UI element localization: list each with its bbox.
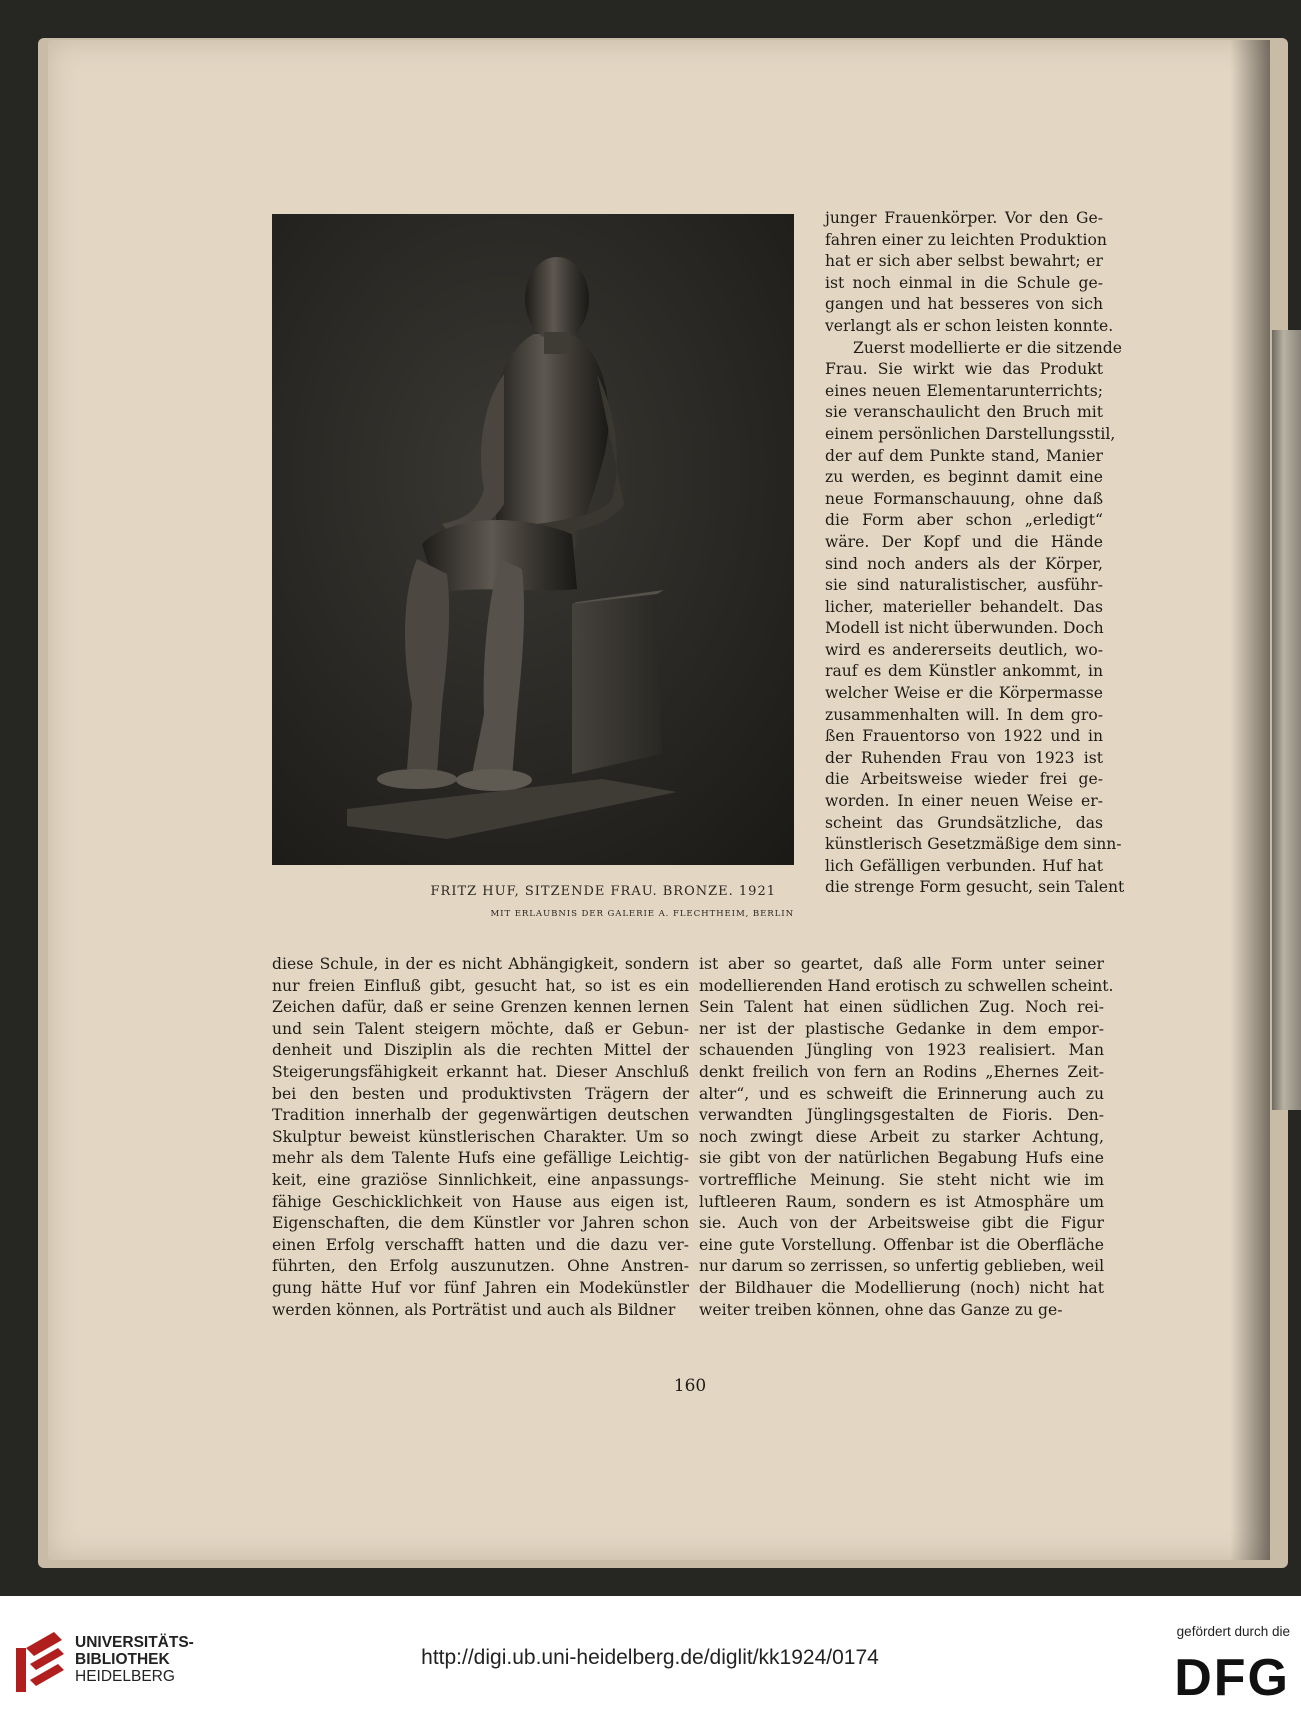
text-line: sie. Auch von der Arbeitsweise gibt die Figur bbox=[699, 1214, 1104, 1233]
digitization-footer bbox=[0, 1596, 1301, 1726]
text-line: sind noch anders als der Körper, bbox=[825, 554, 1103, 573]
text-line: worden. In einer neuen Weise er- bbox=[825, 792, 1103, 811]
dfg-logo: DFG bbox=[1174, 1649, 1290, 1707]
text-line: werden können, als Porträtist und auch als Bildner bbox=[272, 1300, 676, 1319]
text-line: scheint das Grundsätzliche, das bbox=[825, 813, 1103, 832]
adjacent-page-sliver bbox=[1272, 330, 1301, 1110]
sculpture-photo bbox=[272, 214, 794, 865]
text-line: schauenden Jüngling von 1923 realisiert. Man bbox=[699, 1041, 1104, 1060]
text-line: Skulptur beweist künstlerischen Charakter. Um so bbox=[272, 1127, 689, 1146]
library-name-line3: HEIDELBERG bbox=[75, 1668, 175, 1685]
text-line: mehr als dem Talente Hufs eine gefällige Leichtig- bbox=[272, 1149, 689, 1168]
text-line: künstlerisch Gesetzmäßige dem sinn- bbox=[825, 835, 1122, 854]
text-line: Frau. Sie wirkt wie das Produkt bbox=[825, 360, 1103, 379]
page-number: 160 bbox=[673, 1376, 707, 1396]
text-line: Sein Talent hat einen südlichen Zug. Noch rei- bbox=[699, 998, 1104, 1017]
text-line: gangen und hat besseres von sich bbox=[825, 295, 1103, 314]
text-line: noch zwingt diese Arbeit zu starker Achtung, bbox=[699, 1127, 1104, 1146]
text-line: Zeichen dafür, daß er seine Grenzen kennen lernen bbox=[272, 998, 689, 1017]
text-line: zusammenhalten will. In dem gro- bbox=[825, 705, 1103, 724]
text-line: führten, den Erfolg auszunutzen. Ohne Anstren- bbox=[272, 1257, 689, 1276]
text-line: die strenge Form gesucht, sein Talent bbox=[825, 878, 1125, 897]
text-line: eines neuen Elementarunterrichts; bbox=[825, 381, 1103, 400]
text-line: ner ist der plastische Gedanke in dem empor- bbox=[699, 1019, 1104, 1038]
library-name-line1: UNIVERSITÄTS- bbox=[75, 1634, 194, 1651]
text-line: verlangt als er schon leisten konnte. bbox=[825, 316, 1114, 335]
text-line: modellierenden Hand erotisch zu schwellen scheint. bbox=[699, 976, 1114, 995]
text-line: die Form aber schon „erledigt“ bbox=[825, 511, 1103, 530]
text-line: neue Formanschauung, ohne daß bbox=[825, 489, 1103, 508]
library-name-line2: BIBLIOTHEK bbox=[75, 1651, 170, 1668]
funded-by-label: gefördert durch die bbox=[1176, 1624, 1290, 1639]
text-line: wird es andererseits deutlich, wo- bbox=[825, 640, 1103, 659]
spine-shadow bbox=[1230, 40, 1270, 1560]
text-line: luftleeren Raum, sondern es ist Atmosphäre um bbox=[699, 1192, 1104, 1211]
text-line: einem persönlichen Darstellungsstil, bbox=[825, 424, 1116, 443]
text-line: vortreffliche Meinung. Sie steht nicht wie im bbox=[699, 1170, 1104, 1189]
text-line: und sein Talent steigern möchte, daß er Gebun- bbox=[272, 1019, 689, 1038]
text-line: der Bildhauer die Modellierung (noch) nicht hat bbox=[699, 1278, 1104, 1297]
text-line: verwandten Jünglingsgestalten de Fioris. Den- bbox=[699, 1106, 1104, 1125]
text-line: gung hätte Huf vor fünf Jahren ein Modekünstler bbox=[272, 1278, 689, 1297]
text-line: diese Schule, in der es nicht Abhängigkeit, sondern bbox=[272, 955, 689, 973]
text-line: wäre. Der Kopf und die Hände bbox=[825, 532, 1103, 551]
text-line: eine gute Vorstellung. Offenbar ist die Oberfläche bbox=[699, 1235, 1104, 1254]
text-line: licher, materieller behandelt. Das bbox=[825, 597, 1103, 616]
text-line: die Arbeitsweise wieder frei ge- bbox=[825, 770, 1103, 789]
text-line: rauf es dem Künstler ankommt, in bbox=[825, 662, 1103, 681]
text-line: der Ruhenden Frau von 1923 ist bbox=[825, 748, 1103, 767]
text-line: zu werden, es beginnt damit eine bbox=[825, 468, 1103, 487]
text-line: denheit und Disziplin als die rechten Mittel der bbox=[272, 1041, 689, 1060]
text-column-right-bottom bbox=[699, 954, 1114, 1321]
text-line: lich Gefälligen verbunden. Huf hat bbox=[825, 856, 1103, 875]
text-line: Eigenschaften, die dem Künstler vor Jahren schon bbox=[272, 1214, 689, 1233]
text-line: ist aber so geartet, daß alle Form unter seiner bbox=[699, 955, 1104, 973]
text-line: Steigerungsfähigkeit erkannt hat. Dieser Anschluß bbox=[272, 1062, 689, 1081]
text-line: nur freien Einfluß gibt, gesucht hat, so ist es ein bbox=[272, 976, 689, 995]
text-line: denkt freilich von fern an Rodins „Ehernes Zeit- bbox=[699, 1062, 1104, 1081]
text-line: bei den besten und produktivsten Trägern der bbox=[272, 1084, 689, 1103]
text-line: Modell ist nicht überwunden. Doch bbox=[825, 619, 1104, 638]
text-line: hat er sich aber selbst bewahrt; er bbox=[825, 252, 1103, 271]
library-name bbox=[75, 1634, 194, 1685]
figure-caption-credit: MIT ERLAUBNIS DER GALERIE A. FLECHTHEIM, BERLIN bbox=[490, 909, 794, 919]
figure-caption-title: FRITZ HUF, SITZENDE FRAU. BRONZE. 1921 bbox=[430, 884, 776, 899]
text-line: alter“, und es schweift die Erinnerung auch zu bbox=[699, 1084, 1104, 1103]
text-line: ßen Frauentorso von 1922 und in bbox=[825, 727, 1103, 746]
text-line: keit, eine graziöse Sinnlichkeit, eine anpassungs- bbox=[272, 1170, 689, 1189]
text-line: Zuerst modellierte er die sitzende bbox=[853, 338, 1123, 357]
text-line: Tradition innerhalb der gegenwärtigen deutschen bbox=[272, 1106, 689, 1125]
text-column-right-top bbox=[825, 208, 1125, 899]
text-line: ist noch einmal in die Schule ge- bbox=[825, 273, 1103, 292]
text-line: junger Frauenkörper. Vor den Ge- bbox=[825, 209, 1103, 227]
text-line: einen Erfolg verschafft hatten und die dazu ver- bbox=[272, 1235, 689, 1254]
text-line: welcher Weise er die Körpermasse bbox=[825, 684, 1103, 703]
text-line: sie gibt von der natürlichen Begabung Hufs eine bbox=[699, 1149, 1104, 1168]
text-line: weiter treiben können, ohne das Ganze zu ge- bbox=[699, 1300, 1063, 1319]
text-column-left bbox=[272, 954, 689, 1321]
text-line: fähige Geschicklichkeit von Hause aus eigen ist, bbox=[272, 1192, 689, 1211]
text-line: der auf dem Punkte stand, Manier bbox=[825, 446, 1103, 465]
seated-woman-bronze-image bbox=[272, 214, 794, 865]
text-line: sie sind naturalistischer, ausführ- bbox=[825, 576, 1103, 595]
text-line: fahren einer zu leichten Produktion bbox=[825, 230, 1107, 249]
ub-heidelberg-logo-icon bbox=[14, 1630, 68, 1694]
text-line: nur darum so zerrissen, so unfertig geblieben, weil bbox=[699, 1257, 1105, 1276]
permalink-url[interactable]: http://digi.ub.uni-heidelberg.de/diglit/kk1924/0174 bbox=[421, 1646, 879, 1669]
text-line: sie veranschaulicht den Bruch mit bbox=[825, 403, 1103, 422]
